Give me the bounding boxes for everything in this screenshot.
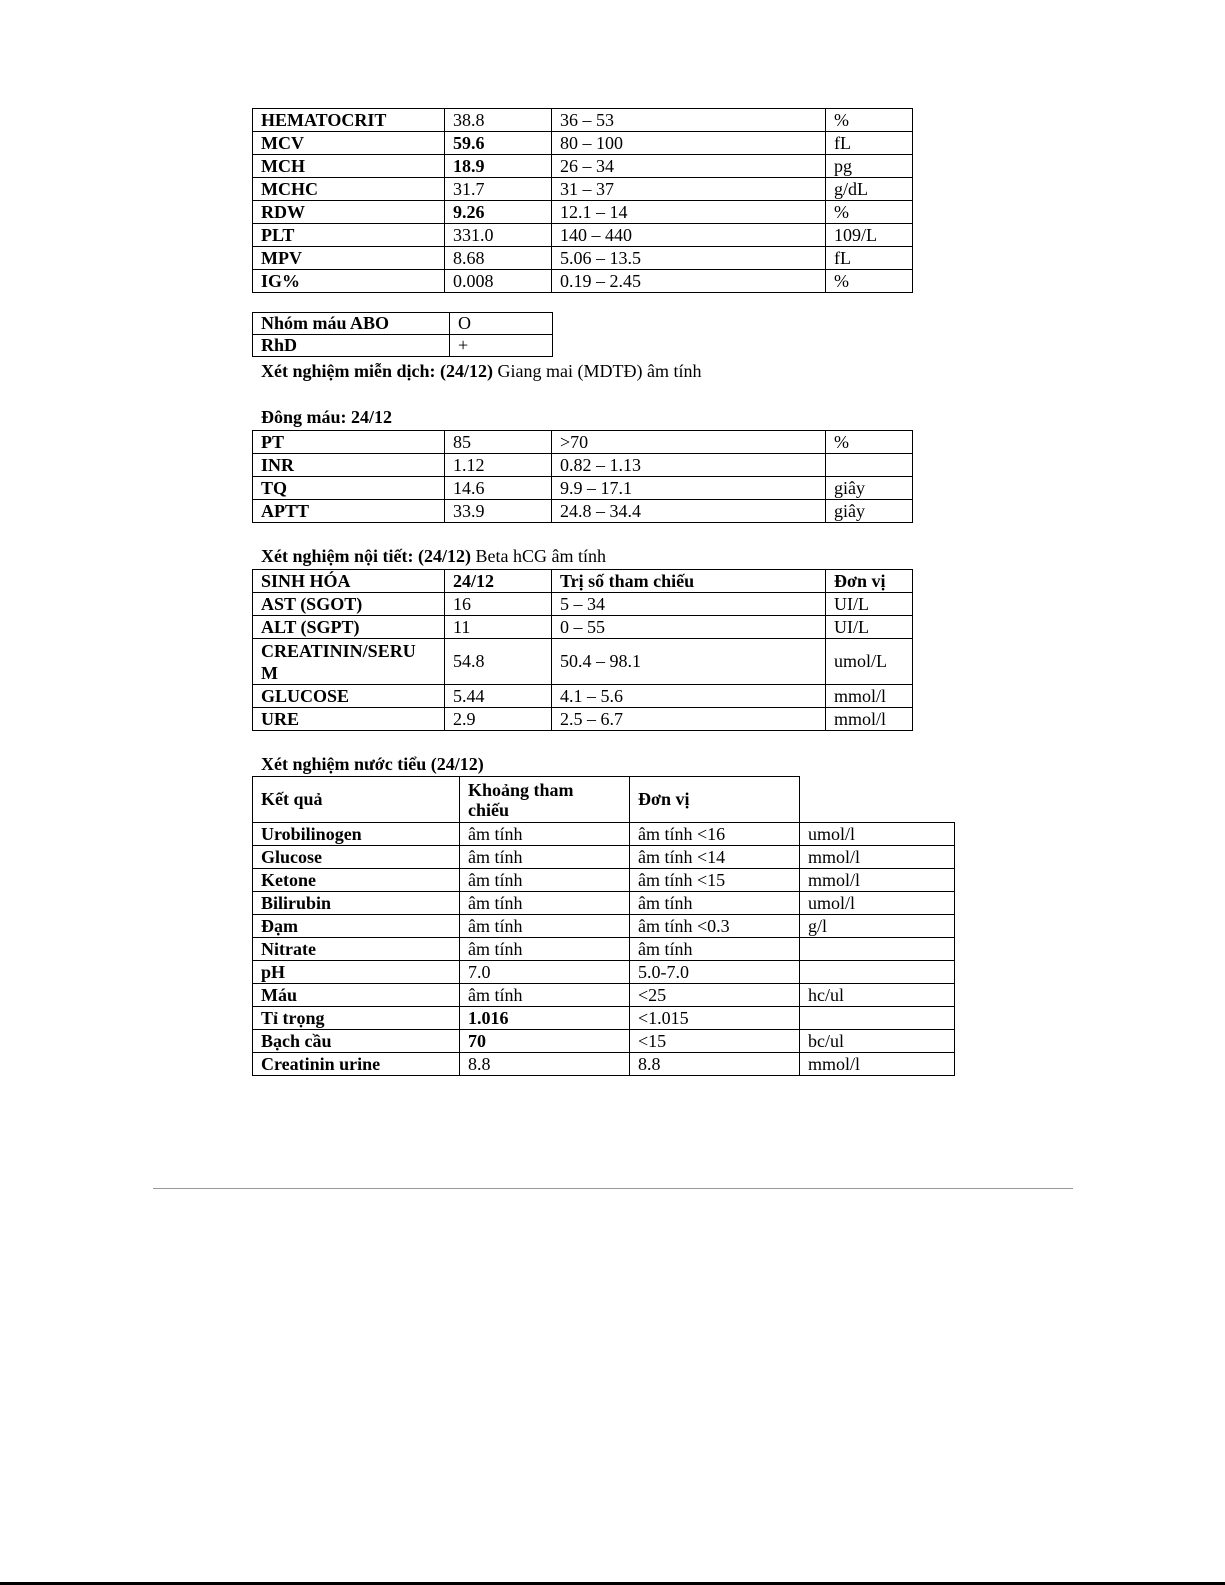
immunology-label: Xét nghiệm miễn dịch: — [261, 361, 436, 381]
reference-range: 9.9 – 17.1 — [552, 477, 826, 500]
chemistry-row — [253, 708, 913, 731]
urine-row — [253, 961, 955, 984]
test-value: âm tính — [460, 846, 630, 869]
blood-group-table-body — [253, 313, 553, 357]
cbc-row — [253, 201, 913, 224]
test-name: Nitrate — [253, 938, 460, 961]
cbc-row — [253, 109, 913, 132]
urine-title: Xét nghiệm nước tiểu (24/12) — [261, 754, 484, 774]
test-name: GLUCOSE — [253, 685, 445, 708]
reference-range: 0.19 – 2.45 — [552, 270, 826, 293]
test-value: 14.6 — [445, 477, 552, 500]
chemistry-table-body — [253, 570, 913, 731]
unit: giây — [826, 477, 913, 500]
test-value: 2.9 — [445, 708, 552, 731]
cbc-row — [253, 155, 913, 178]
chemistry-row — [253, 616, 913, 639]
test-name: IG% — [253, 270, 445, 293]
unit: pg — [826, 155, 913, 178]
unit — [826, 454, 913, 477]
urine-header-result: Kết quả — [253, 777, 460, 823]
urine-row — [253, 1007, 955, 1030]
reference-range: 26 – 34 — [552, 155, 826, 178]
blood-group-name: RhD — [253, 335, 450, 357]
unit: bc/ul — [800, 1030, 955, 1053]
immunology-line — [261, 360, 701, 382]
test-name: PLT — [253, 224, 445, 247]
unit: % — [826, 201, 913, 224]
chemistry-row — [253, 685, 913, 708]
coagulation-row — [253, 431, 913, 454]
unit: % — [826, 431, 913, 454]
urine-row — [253, 892, 955, 915]
reference-range: âm tính <14 — [630, 846, 800, 869]
reference-range: <25 — [630, 984, 800, 1007]
test-name: URE — [253, 708, 445, 731]
endocrine-label: Xét nghiệm nội tiết: — [261, 546, 414, 566]
test-value: 59.6 — [445, 132, 552, 155]
immunology-date: (24/12) — [440, 361, 493, 381]
urine-header-reference — [460, 777, 630, 823]
test-name: HEMATOCRIT — [253, 109, 445, 132]
reference-range: 5.0-7.0 — [630, 961, 800, 984]
test-name: ALT (SGPT) — [253, 616, 445, 639]
coagulation-row — [253, 500, 913, 523]
blood-group-value: + — [450, 335, 553, 357]
test-value: 1.016 — [460, 1007, 630, 1030]
test-value: 8.68 — [445, 247, 552, 270]
unit: mmol/l — [826, 685, 913, 708]
test-name: Tỉ trọng — [253, 1007, 460, 1030]
urine-table — [252, 776, 955, 1076]
test-value: 1.12 — [445, 454, 552, 477]
test-value: 85 — [445, 431, 552, 454]
unit: mmol/l — [800, 869, 955, 892]
urine-header-empty — [800, 777, 955, 823]
reference-range: 4.1 – 5.6 — [552, 685, 826, 708]
blood-group-name: Nhóm máu ABO — [253, 313, 450, 335]
test-name: MCV — [253, 132, 445, 155]
unit: g/dL — [826, 178, 913, 201]
test-value: 54.8 — [445, 639, 552, 685]
test-name: AST (SGOT) — [253, 593, 445, 616]
chemistry-header-row — [253, 570, 913, 593]
test-name: MPV — [253, 247, 445, 270]
test-value: 31.7 — [445, 178, 552, 201]
test-value: 7.0 — [460, 961, 630, 984]
blood-group-value: O — [450, 313, 553, 335]
test-name: pH — [253, 961, 460, 984]
urine-row — [253, 938, 955, 961]
page-divider — [153, 1188, 1073, 1189]
test-value: 33.9 — [445, 500, 552, 523]
immunology-result: Giang mai (MDTĐ) âm tính — [497, 361, 702, 381]
reference-range: 24.8 – 34.4 — [552, 500, 826, 523]
reference-range: âm tính — [630, 938, 800, 961]
urine-table-body — [253, 777, 955, 1076]
unit: fL — [826, 132, 913, 155]
test-name: Urobilinogen — [253, 823, 460, 846]
reference-range: âm tính <16 — [630, 823, 800, 846]
endocrine-date: (24/12) — [417, 546, 471, 566]
chemistry-header-date: 24/12 — [445, 570, 552, 593]
cbc-table-body — [253, 109, 913, 293]
test-value: âm tính — [460, 869, 630, 892]
cbc-row — [253, 132, 913, 155]
unit: % — [826, 270, 913, 293]
unit: fL — [826, 247, 913, 270]
coagulation-table-body — [253, 431, 913, 523]
unit — [800, 961, 955, 984]
blood-group-row — [253, 335, 553, 357]
test-value: 18.9 — [445, 155, 552, 178]
test-name — [253, 639, 445, 685]
test-name: Ketone — [253, 869, 460, 892]
endocrine-line — [261, 545, 606, 567]
reference-range: 0.82 – 1.13 — [552, 454, 826, 477]
cbc-table — [252, 108, 913, 293]
chemistry-header-test: SINH HÓA — [253, 570, 445, 593]
reference-range: 80 – 100 — [552, 132, 826, 155]
urine-header-reference-line2: chiếu — [468, 799, 510, 820]
test-value: 5.44 — [445, 685, 552, 708]
chemistry-table — [252, 569, 913, 731]
unit: giây — [826, 500, 913, 523]
test-value: 331.0 — [445, 224, 552, 247]
test-value: âm tính — [460, 915, 630, 938]
test-name: Creatinin urine — [253, 1053, 460, 1076]
test-value: 70 — [460, 1030, 630, 1053]
test-name: TQ — [253, 477, 445, 500]
test-name: Bilirubin — [253, 892, 460, 915]
reference-range: <1.015 — [630, 1007, 800, 1030]
unit: umol/l — [800, 892, 955, 915]
unit — [800, 938, 955, 961]
test-value: 9.26 — [445, 201, 552, 224]
reference-range: 2.5 – 6.7 — [552, 708, 826, 731]
unit: % — [826, 109, 913, 132]
blood-group-table — [252, 312, 553, 357]
reference-range: >70 — [552, 431, 826, 454]
test-value: âm tính — [460, 984, 630, 1007]
test-name: MCHC — [253, 178, 445, 201]
urine-row — [253, 984, 955, 1007]
cbc-row — [253, 178, 913, 201]
unit: hc/ul — [800, 984, 955, 1007]
unit: mmol/l — [800, 1053, 955, 1076]
test-name: Máu — [253, 984, 460, 1007]
test-value: âm tính — [460, 938, 630, 961]
urine-row — [253, 1030, 955, 1053]
reference-range: 31 – 37 — [552, 178, 826, 201]
reference-range: <15 — [630, 1030, 800, 1053]
urine-header-unit: Đơn vị — [630, 777, 800, 823]
reference-range: 12.1 – 14 — [552, 201, 826, 224]
test-value: 0.008 — [445, 270, 552, 293]
unit: umol/l — [800, 823, 955, 846]
reference-range: 0 – 55 — [552, 616, 826, 639]
urine-row — [253, 823, 955, 846]
test-name: MCH — [253, 155, 445, 178]
unit: mmol/l — [826, 708, 913, 731]
reference-range: âm tính <15 — [630, 869, 800, 892]
chemistry-header-reference: Trị số tham chiếu — [552, 570, 826, 593]
cbc-row — [253, 247, 913, 270]
test-value: âm tính — [460, 892, 630, 915]
cbc-row — [253, 224, 913, 247]
unit: mmol/l — [800, 846, 955, 869]
reference-range: 140 – 440 — [552, 224, 826, 247]
reference-range: 5.06 – 13.5 — [552, 247, 826, 270]
test-name-line1: CREATININ/SERU — [261, 640, 416, 661]
urine-header-reference-line1: Khoảng tham — [468, 779, 574, 800]
test-name: INR — [253, 454, 445, 477]
urine-row — [253, 915, 955, 938]
reference-range: 50.4 – 98.1 — [552, 639, 826, 685]
test-name: Bạch cầu — [253, 1030, 460, 1053]
reference-range: 8.8 — [630, 1053, 800, 1076]
test-value: 8.8 — [460, 1053, 630, 1076]
reference-range: âm tính <0.3 — [630, 915, 800, 938]
test-name: APTT — [253, 500, 445, 523]
unit: umol/L — [826, 639, 913, 685]
test-value: âm tính — [460, 823, 630, 846]
test-name: Đạm — [253, 915, 460, 938]
test-value: 16 — [445, 593, 552, 616]
cbc-row — [253, 270, 913, 293]
endocrine-result: Beta hCG âm tính — [475, 546, 606, 566]
test-name: RDW — [253, 201, 445, 224]
unit: UI/L — [826, 593, 913, 616]
unit: UI/L — [826, 616, 913, 639]
urine-row — [253, 869, 955, 892]
chemistry-row — [253, 593, 913, 616]
coagulation-table — [252, 430, 913, 523]
urine-row — [253, 846, 955, 869]
test-value: 38.8 — [445, 109, 552, 132]
reference-range: 5 – 34 — [552, 593, 826, 616]
unit: g/l — [800, 915, 955, 938]
urine-header-row — [253, 777, 955, 823]
reference-range: âm tính — [630, 892, 800, 915]
coagulation-title: Đông máu: 24/12 — [261, 407, 393, 427]
test-value: 11 — [445, 616, 552, 639]
test-name-line2: M — [261, 662, 278, 683]
test-name: PT — [253, 431, 445, 454]
reference-range: 36 – 53 — [552, 109, 826, 132]
test-name: Glucose — [253, 846, 460, 869]
unit — [800, 1007, 955, 1030]
blood-group-row — [253, 313, 553, 335]
urine-row — [253, 1053, 955, 1076]
chemistry-row — [253, 639, 913, 685]
chemistry-header-unit: Đơn vị — [826, 570, 913, 593]
coagulation-row — [253, 477, 913, 500]
unit: 109/L — [826, 224, 913, 247]
coagulation-row — [253, 454, 913, 477]
